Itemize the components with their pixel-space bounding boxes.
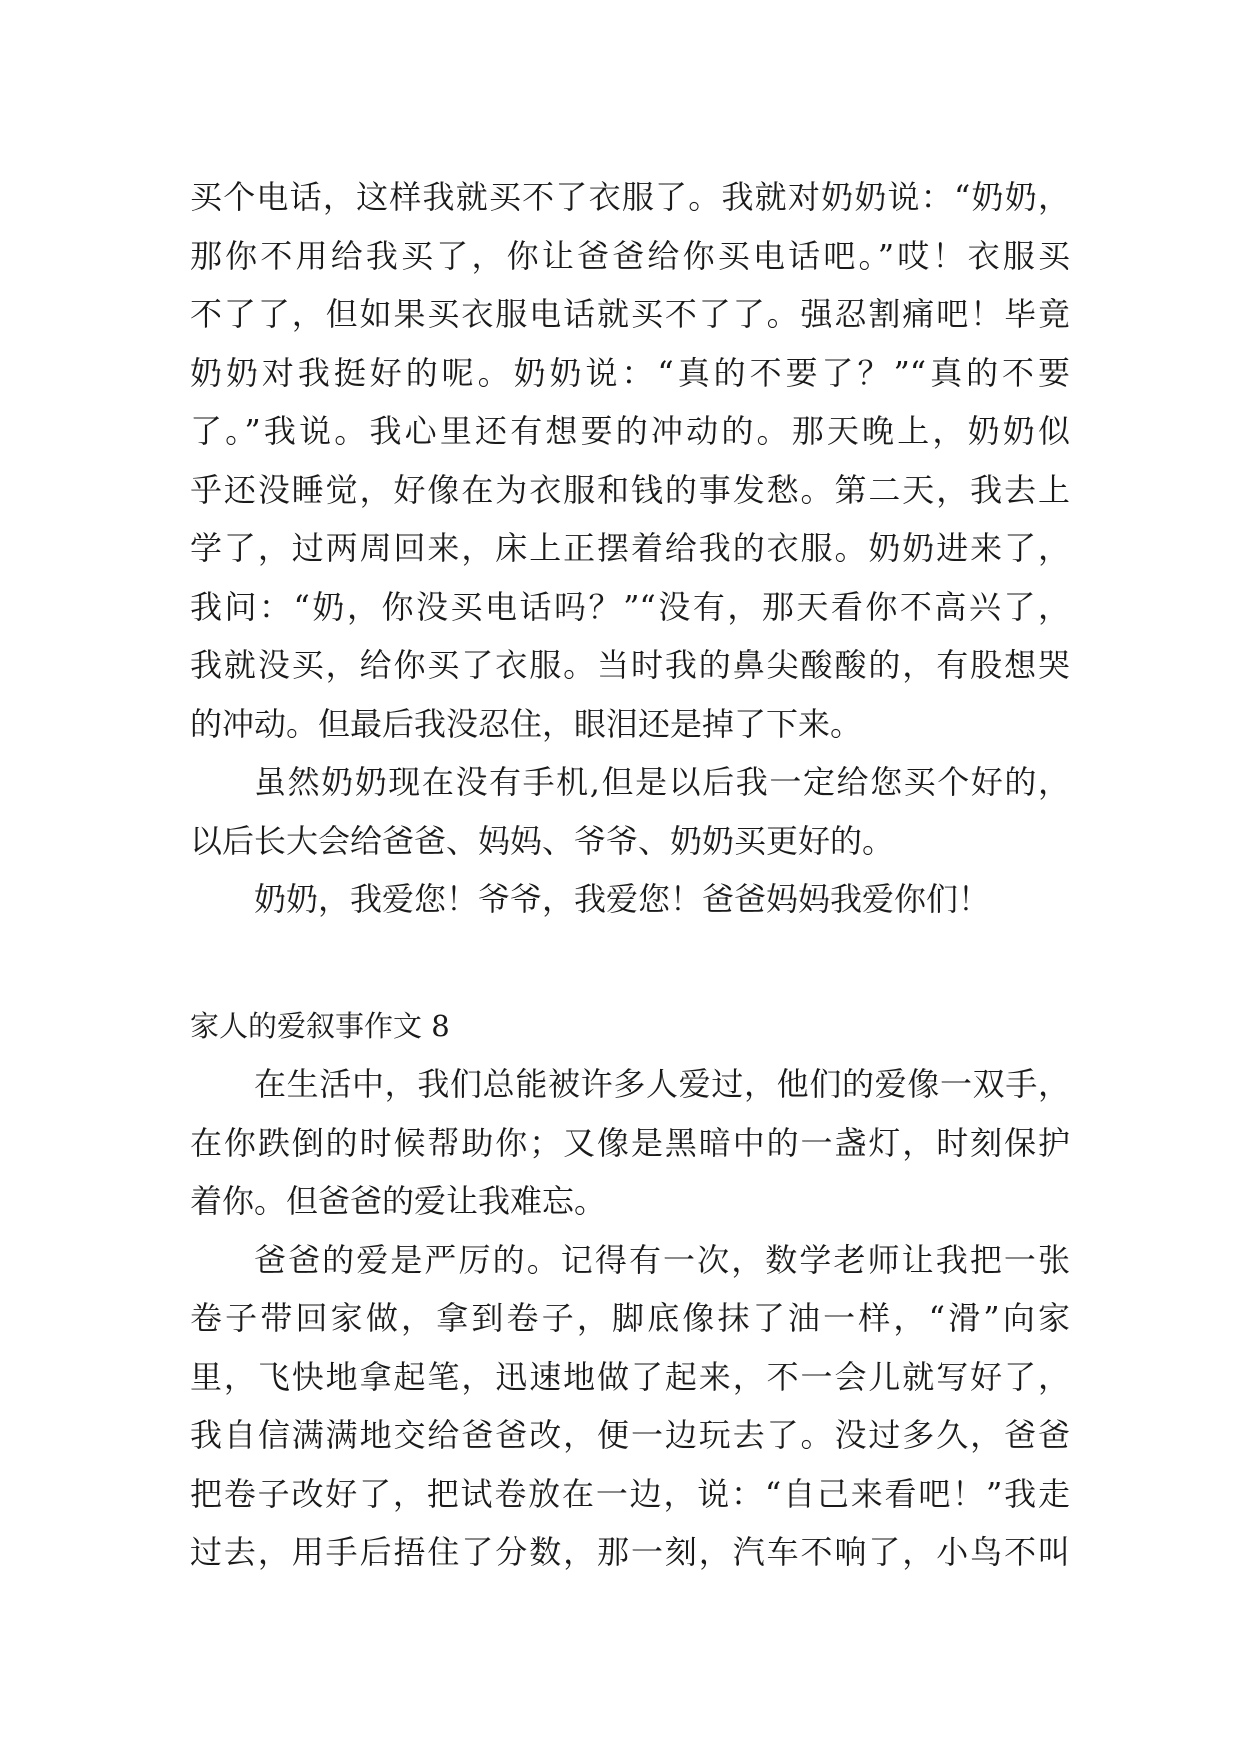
text-line: 卷子带回家做，拿到卷子，脚底像抹了油一样，“滑”向家: [190, 1299, 1070, 1337]
paragraph: [190, 1055, 1070, 1231]
text-line: 在生活中，我们总能被许多人爱过，他们的爱像一双手，: [254, 1065, 1070, 1103]
paragraph: [190, 753, 1070, 870]
text-line: 那你不用给我买了，你让爸爸给你买电话吧。”哎！衣服买: [190, 236, 1070, 275]
text-line: 不了了，但如果买衣服电话就买不了了。强忍割痛吧！毕竟: [190, 295, 1070, 333]
text-line: 奶奶对我挺好的呢。奶奶说：“真的不要了？”“真的不要: [190, 353, 1070, 392]
text-line: 乎还没睡觉，好像在为衣服和钱的事发愁。第二天，我去上: [190, 470, 1070, 509]
text-line: 里，飞快地拿起笔，迅速地做了起来，不一会儿就写好了，: [190, 1357, 1070, 1396]
paragraph: [190, 1231, 1070, 1582]
text-line: 把卷子改好了，把试卷放在一边，说：“自己来看吧！”我走: [190, 1474, 1070, 1513]
text-line: 虽然奶奶现在没有手机,但是以后我一定给您买个好的，: [254, 763, 1070, 801]
text-line: 的冲动。但最后我没忍住，眼泪还是掉了下来。: [190, 704, 863, 743]
text-line: 我就没买，给你买了衣服。当时我的鼻尖酸酸的，有股想哭: [190, 646, 1070, 684]
section-gap: [190, 929, 1070, 997]
text-line: 学了，过两周回来，床上正摆着给我的衣服。奶奶进来了，: [190, 529, 1070, 567]
text-line: 我问：“奶，你没买电话吗？”“没有，那天看你不高兴了，: [190, 587, 1070, 626]
text-line: 过去，用手后捂住了分数，那一刻，汽车不响了，小鸟不叫: [190, 1533, 1070, 1571]
document-body: [190, 168, 1070, 1582]
text-line: 着你。但爸爸的爱让我难忘。: [190, 1182, 607, 1220]
text-line: 奶奶，我爱您！爷爷，我爱您！爸爸妈妈我爱你们！: [254, 880, 991, 918]
text-line: 了。”我说。我心里还有想要的冲动的。那天晚上，奶奶似: [190, 412, 1070, 450]
text-line: 以后长大会给爸爸、妈妈、爷爷、奶奶买更好的。: [190, 821, 895, 860]
text-line: 我自信满满地交给爸爸改，便一边玩去了。没过多久，爸爸: [190, 1416, 1070, 1454]
text-line: 买个电话，这样我就买不了衣服了。我就对奶奶说：“奶奶，: [190, 178, 1070, 216]
paragraph: [190, 168, 1070, 753]
paragraph: [190, 870, 1070, 929]
text-line: 爸爸的爱是严厉的。记得有一次，数学老师让我把一张: [254, 1240, 1070, 1279]
section-heading: 家人的爱叙事作文 8: [190, 1008, 450, 1043]
text-line: 在你跌倒的时候帮助你；又像是黑暗中的一盏灯，时刻保护: [190, 1123, 1070, 1162]
